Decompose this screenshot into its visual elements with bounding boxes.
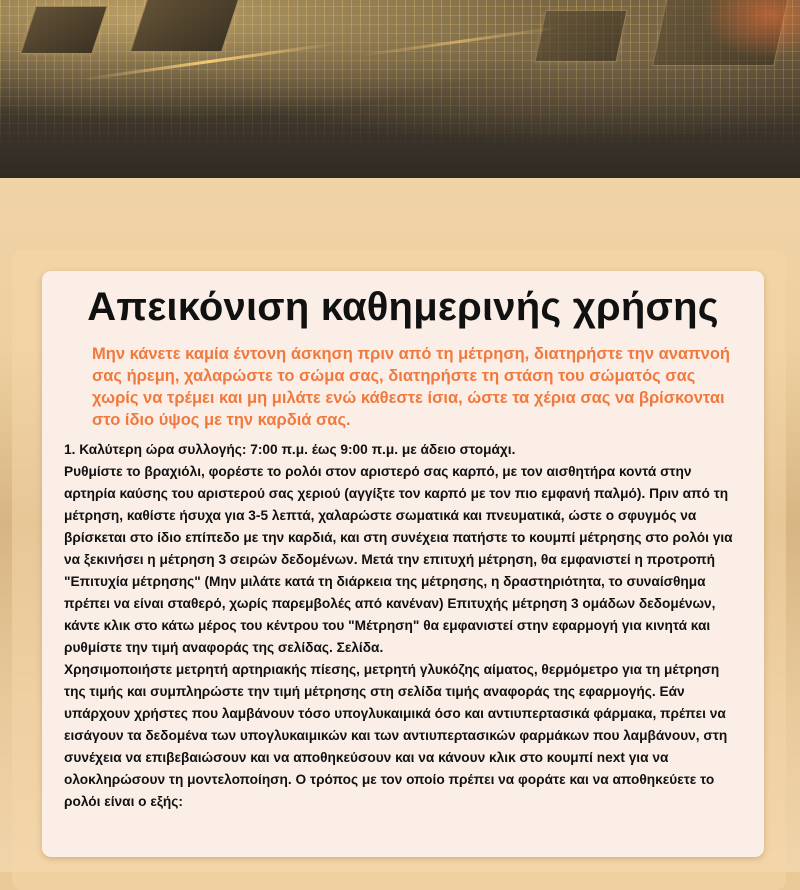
light-glow (700, 0, 800, 60)
page-title: Απεικόνιση καθημερινής χρήσης (87, 285, 719, 329)
chip-graphic (534, 10, 627, 62)
hero-banner-image (0, 0, 800, 178)
instruction-paragraph: 1. Καλύτερη ώρα συλλογής: 7:00 π.μ. έως 9:00 π.μ. με άδειο στομάχι. (64, 442, 516, 457)
instructions-body (64, 439, 744, 813)
instruction-paragraph: Ρυθμίστε το βραχιόλι, φορέστε το ρολόι στον αριστερό σας καρπό, με τον αισθητήρα κοντά στην αρτηρία καύσης του αριστερού σας χεριού (αγγίξτε τον καρπό με τον πιο εμφανή παλμό). Πριν από τη μέτρηση, καθίστε ήσυχα για 3-5 λεπτά, χαλαρώστε σωματικά και πνευματικά, ώστε ο σφυγμός να βρίσκεται στο ίδιο επίπεδο με την καρδιά, και στη συνέχεια πατήστε το κουμπί μέτρησης στο ρολόι για να ξεκινήσει η μέτρηση 3 σειρών δεδομένων. Μετά την επιτυχή μέτρηση, θα εμφανιστεί η προτροπή "Επιτυχία μέτρησης" (Μην μιλάτε κατά τη διάρκεια της μέτρησης, η δραστηριότητα, το συναίσθημα πρέπει να είναι σταθερό, χωρίς παρεμβολές από κανέναν) Επιτυχής μέτρηση 3 ομάδων δεδομένων, κάντε κλικ στο κάτω μέρος του κέντρου του "Μέτρηση" θα εμφανιστεί στην εφαρμογή για κινητά και ρυθμίστε την τιμή αναφοράς της σελίδας. Σελίδα. (64, 464, 733, 655)
instruction-paragraph: Χρησιμοποιήστε μετρητή αρτηριακής πίεσης, μετρητή γλυκόζης αίματος, θερμόμετρο για τη μέτρηση της τιμής και συμπληρώστε την τιμή μέτρησης στη σελίδα τιμής αναφοράς της εφαρμογής. Εάν υπάρχουν χρήστες που λαμβάνουν τόσο υπογλυκαιμικά όσο και αντιυπερτασικά φάρμακα, πρέπει να εισάγουν τα δεδομένα των υπογλυκαιμικών και των αντιυπερτασικών φαρμάκων που λαμβάνουν, στη συνέχεια να επιβεβαιώσουν και να αποθηκεύσουν και να κάνουν κλικ στο κουμπί next για να ολοκληρώσουν τη μοντελοποίηση. Ο τρόπος με τον οποίο πρέπει να φοράτε και να αποθηκεύετε το ρολόι είναι ο εξής: (64, 662, 728, 809)
warning-subtitle: Μην κάνετε καμία έντονη άσκηση πριν από τη μέτρηση, διατηρήστε την αναπνοή σας ήρεμη, χαλαρώστε το σώμα σας, διατηρήστε τη στάση του σώματός σας χωρίς να τρέμει και μη μιλάτε ενώ κάθεστε ίσια, ώστε τα χέρια σας να βρίσκονται στο ίδιο ύψος με την καρδιά σας. (92, 345, 731, 429)
instructions-card (42, 271, 764, 857)
